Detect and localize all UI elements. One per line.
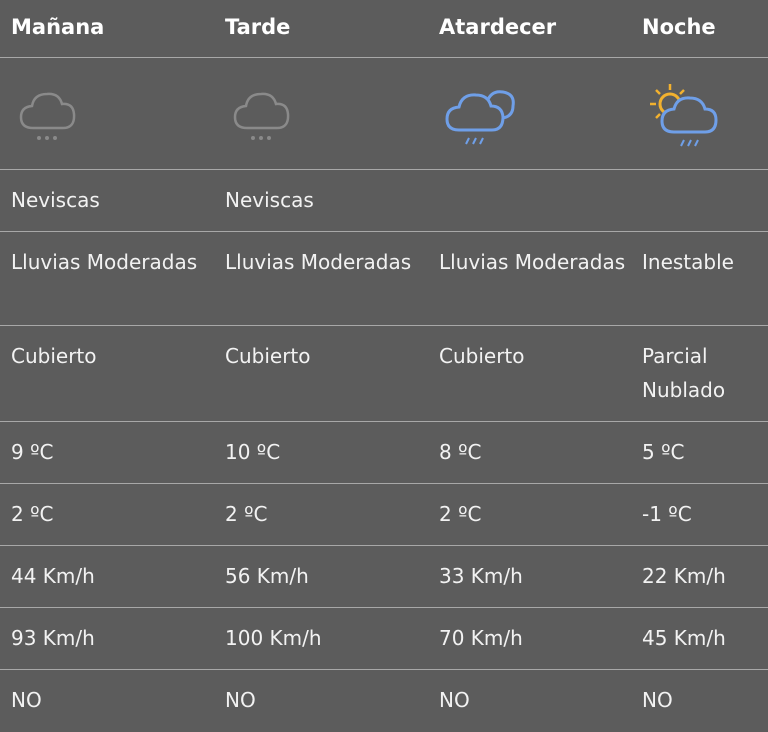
rain-cloud-icon — [439, 74, 539, 154]
sky-afternoon: Cubierto — [225, 344, 311, 368]
icon-row — [0, 58, 768, 170]
cond2-night: Inestable — [642, 250, 734, 274]
header-afternoon: Tarde — [225, 15, 291, 39]
cond1-evening — [428, 170, 642, 231]
snow-cloud-icon — [225, 74, 325, 154]
header-morning: Mañana — [11, 15, 105, 39]
temp-min-night: -1 ºC — [642, 502, 692, 526]
wind-night: 22 Km/h — [642, 564, 726, 588]
wind-evening: 33 Km/h — [439, 564, 523, 588]
snow-cloud-icon — [11, 74, 111, 154]
header-row — [0, 0, 768, 58]
gust-afternoon: 100 Km/h — [225, 626, 322, 650]
cond1-night — [642, 170, 768, 231]
cond2-morning: Lluvias Moderadas — [11, 250, 198, 274]
sky-morning: Cubierto — [11, 344, 97, 368]
sky-row — [0, 326, 768, 422]
cond2-evening: Lluvias Moderadas — [439, 250, 626, 274]
gust-morning: 93 Km/h — [11, 626, 95, 650]
cond1-afternoon: Neviscas — [225, 188, 314, 212]
sun-rain-cloud-icon — [642, 74, 742, 154]
sky-night: Parcial Nublado — [642, 344, 726, 402]
temp-min-row — [0, 484, 768, 546]
gust-night: 45 Km/h — [642, 626, 726, 650]
dir-evening: NO — [439, 688, 470, 712]
temp-min-evening: 2 ºC — [439, 502, 482, 526]
gust-row — [0, 608, 768, 670]
temp-min-morning: 2 ºC — [11, 502, 54, 526]
dir-night: NO — [642, 688, 673, 712]
temp-max-row — [0, 422, 768, 484]
condition-row — [0, 170, 768, 232]
precipitation-row — [0, 232, 768, 326]
wind-afternoon: 56 Km/h — [225, 564, 309, 588]
wind-row — [0, 546, 768, 608]
temp-max-night: 5 ºC — [642, 440, 685, 464]
temp-max-evening: 8 ºC — [439, 440, 482, 464]
dir-morning: NO — [11, 688, 42, 712]
wind-direction-row — [0, 670, 768, 732]
dir-afternoon: NO — [225, 688, 256, 712]
temp-min-afternoon: 2 ºC — [225, 502, 268, 526]
temp-max-afternoon: 10 ºC — [225, 440, 281, 464]
gust-evening: 70 Km/h — [439, 626, 523, 650]
sky-evening: Cubierto — [439, 344, 525, 368]
cond2-afternoon: Lluvias Moderadas — [225, 250, 412, 274]
header-evening: Atardecer — [439, 15, 557, 39]
cond1-morning: Neviscas — [11, 188, 100, 212]
temp-max-morning: 9 ºC — [11, 440, 54, 464]
header-night: Noche — [642, 15, 716, 39]
wind-morning: 44 Km/h — [11, 564, 95, 588]
